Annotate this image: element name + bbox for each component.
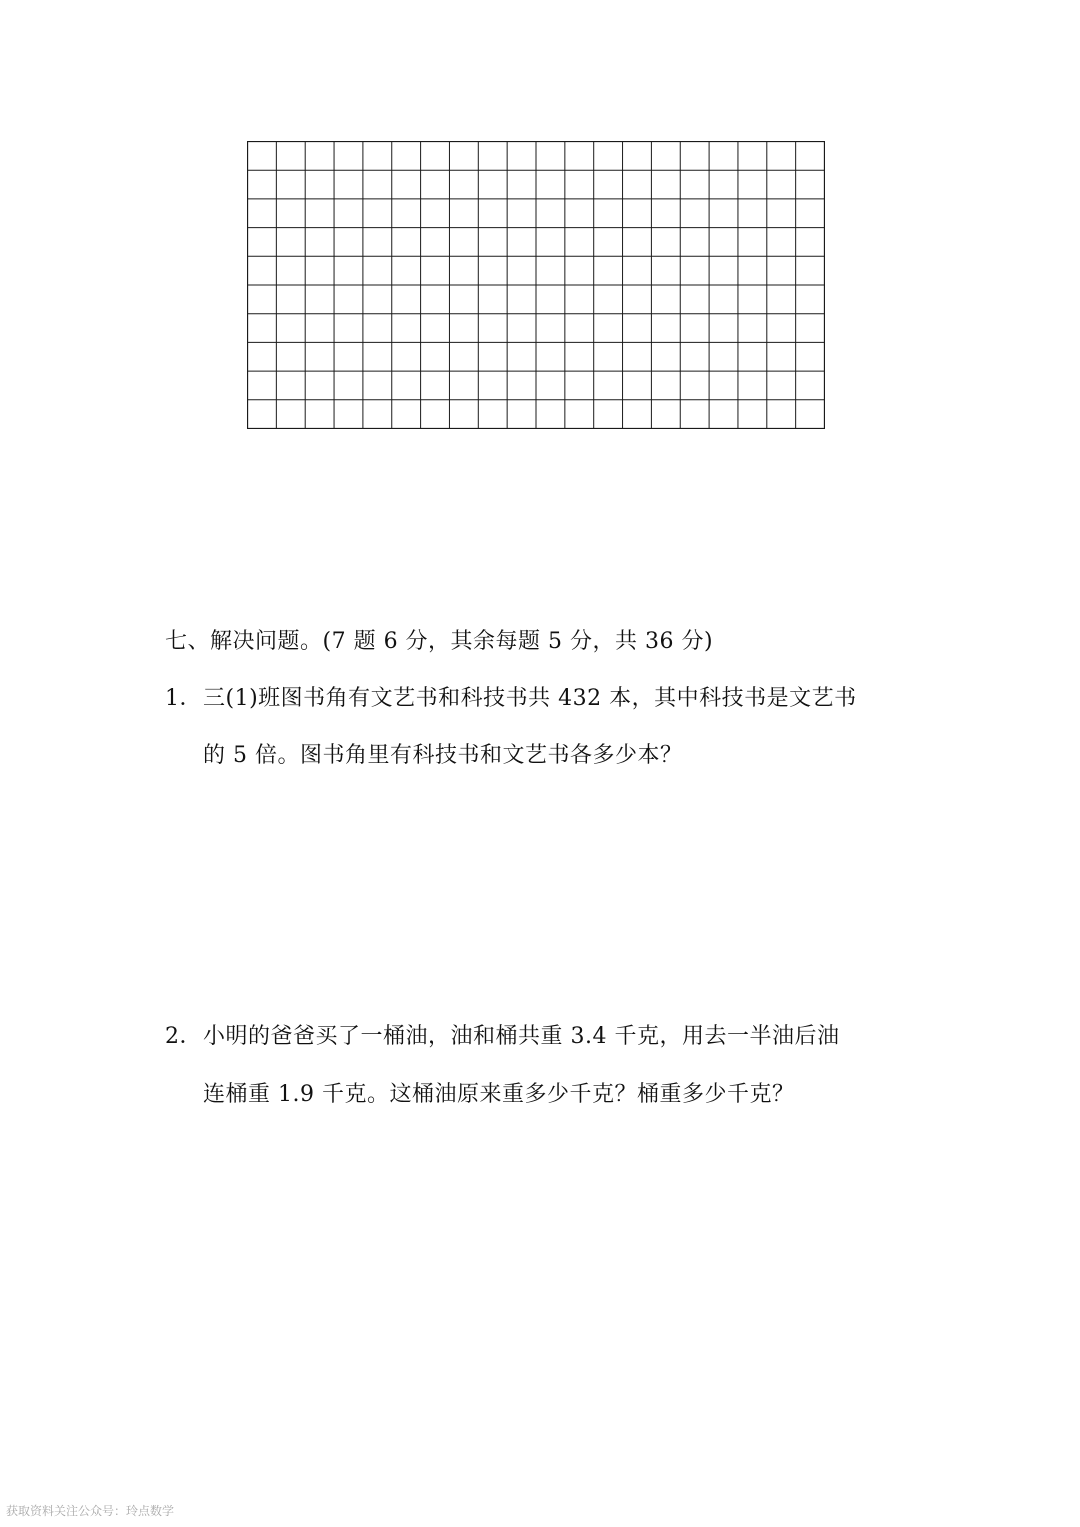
question-1-number: 1． [165, 686, 202, 711]
question-2-text-line-2: 连桶重 1.9 千克。这桶油原来重多少千克？桶重多少千克？ [203, 1082, 795, 1107]
question-1-text-line-2: 的 5 倍。图书角里有科技书和文艺书各多少本？ [203, 743, 683, 768]
question-1-text-line-1: 三(1)班图书角有文艺书和科技书共 432 本，其中科技书是文艺书 [203, 686, 857, 711]
footer-watermark: 获取资料关注公众号：玲点数学 [6, 1504, 175, 1518]
question-2-number: 2． [165, 1024, 202, 1049]
section-heading: 七、解决问题。(7 题 6 分，其余每题 5 分，共 36 分) [165, 629, 714, 654]
answer-grid [247, 141, 825, 429]
question-2-text-line-1: 小明的爸爸买了一桶油，油和桶共重 3.4 千克，用去一半油后油 [203, 1024, 840, 1049]
